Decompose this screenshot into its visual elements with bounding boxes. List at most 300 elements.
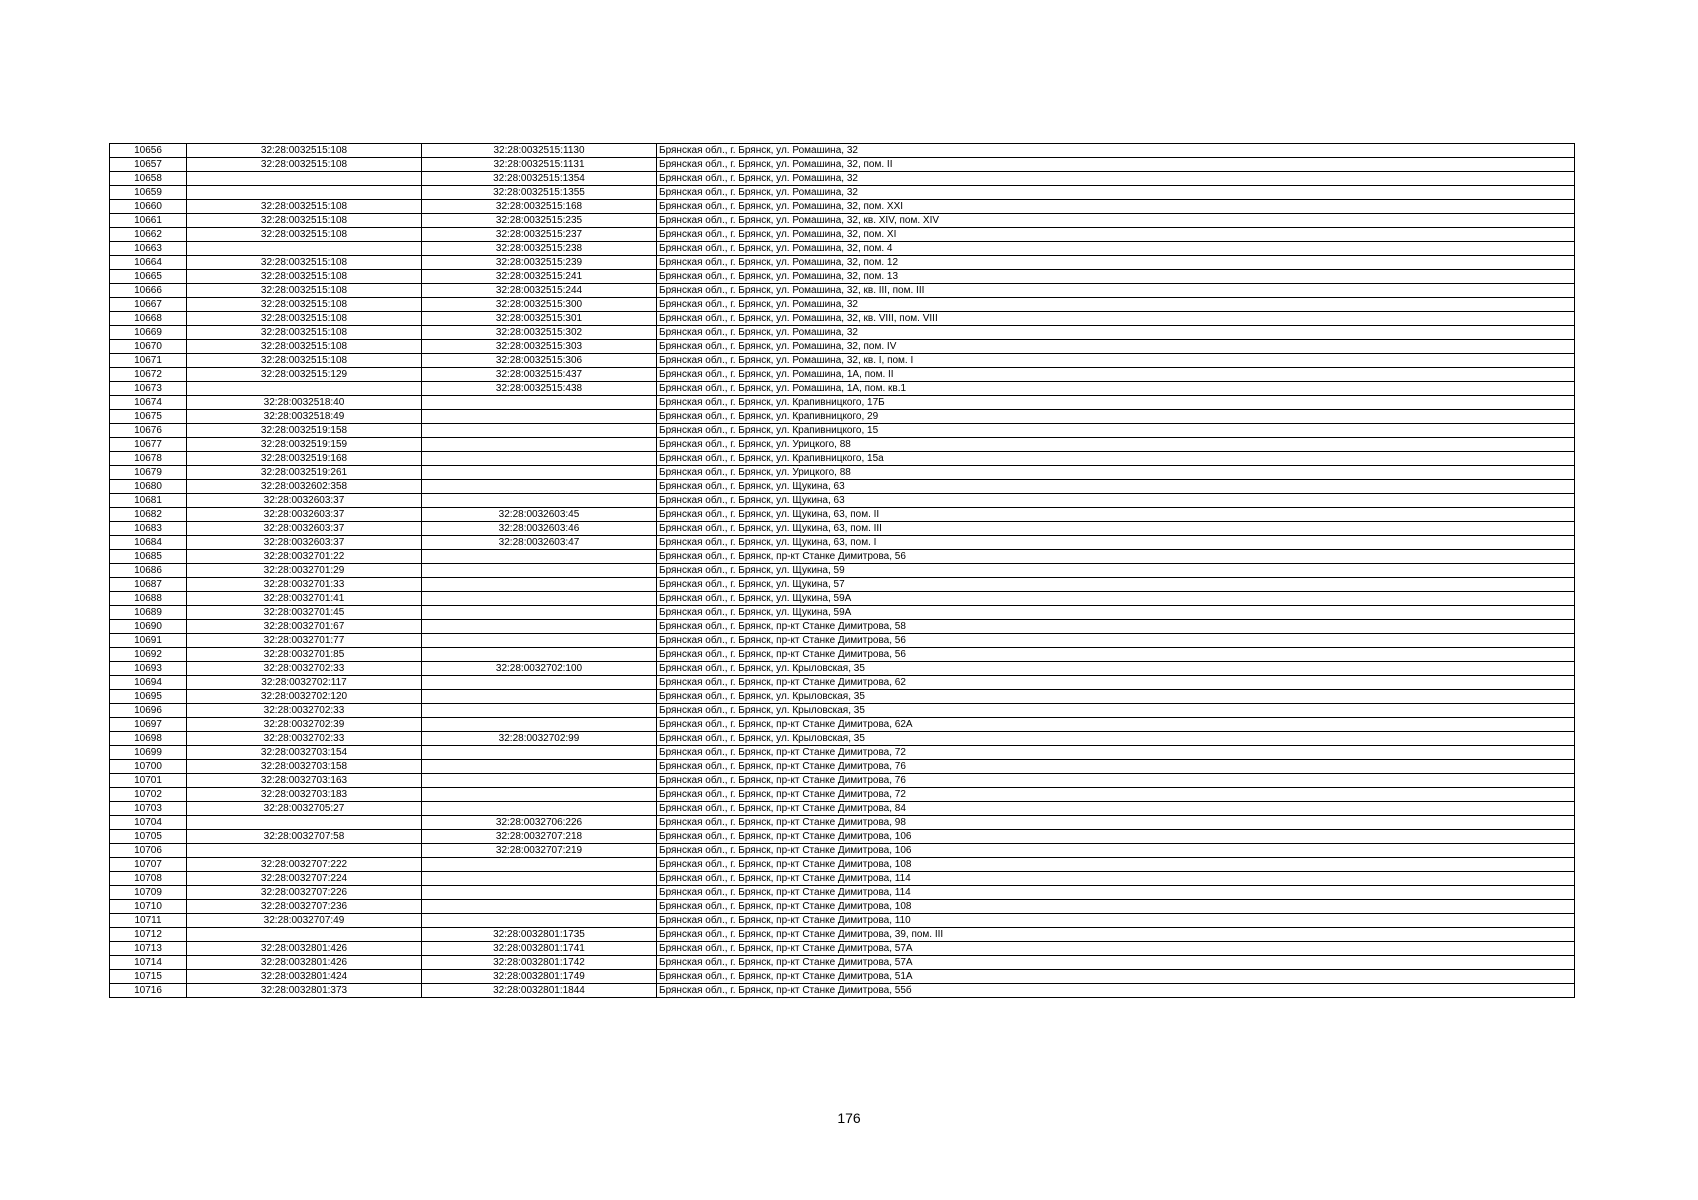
parent-cadastral-cell: 32:28:0032515:108 <box>187 144 422 158</box>
table-row <box>110 816 1575 830</box>
row-number-cell: 10668 <box>110 312 187 326</box>
parent-cadastral-cell: 32:28:0032515:108 <box>187 312 422 326</box>
cadastral-number-cell: 32:28:0032515:300 <box>422 298 657 312</box>
parent-cadastral-cell: 32:28:0032707:58 <box>187 830 422 844</box>
parent-cadastral-cell: 32:28:0032707:226 <box>187 886 422 900</box>
cadastral-number-cell: 32:28:0032603:47 <box>422 536 657 550</box>
row-number-cell: 10702 <box>110 788 187 802</box>
row-number-cell: 10698 <box>110 732 187 746</box>
table-row <box>110 844 1575 858</box>
address-cell: Брянская обл., г. Брянск, ул. Ромашина, 32 <box>657 186 1575 200</box>
address-cell: Брянская обл., г. Брянск, ул. Щукина, 63 <box>657 480 1575 494</box>
address-cell: Брянская обл., г. Брянск, пр-кт Станке Димитрова, 84 <box>657 802 1575 816</box>
table-row <box>110 200 1575 214</box>
parent-cadastral-cell: 32:28:0032705:27 <box>187 802 422 816</box>
cadastral-number-cell: 32:28:0032515:437 <box>422 368 657 382</box>
table-row <box>110 914 1575 928</box>
table-row <box>110 928 1575 942</box>
table-row <box>110 550 1575 564</box>
parent-cadastral-cell: 32:28:0032701:77 <box>187 634 422 648</box>
cadastral-number-cell: 32:28:0032515:1130 <box>422 144 657 158</box>
row-number-cell: 10677 <box>110 438 187 452</box>
parent-cadastral-cell: 32:28:0032707:222 <box>187 858 422 872</box>
cadastral-number-cell: 32:28:0032706:226 <box>422 816 657 830</box>
cadastral-number-cell <box>422 746 657 760</box>
address-cell: Брянская обл., г. Брянск, ул. Крыловская, 35 <box>657 732 1575 746</box>
address-cell: Брянская обл., г. Брянск, ул. Ромашина, 32 <box>657 326 1575 340</box>
table-row <box>110 466 1575 480</box>
parent-cadastral-cell: 32:28:0032707:49 <box>187 914 422 928</box>
table-row <box>110 522 1575 536</box>
row-number-cell: 10690 <box>110 620 187 634</box>
address-cell: Брянская обл., г. Брянск, пр-кт Станке Димитрова, 72 <box>657 746 1575 760</box>
row-number-cell: 10710 <box>110 900 187 914</box>
table-row <box>110 690 1575 704</box>
parent-cadastral-cell: 32:28:0032515:129 <box>187 368 422 382</box>
address-cell: Брянская обл., г. Брянск, пр-кт Станке Димитрова, 56 <box>657 648 1575 662</box>
table-row <box>110 718 1575 732</box>
row-number-cell: 10679 <box>110 466 187 480</box>
cadastral-number-cell <box>422 606 657 620</box>
cadastral-number-cell <box>422 452 657 466</box>
parent-cadastral-cell: 32:28:0032701:41 <box>187 592 422 606</box>
row-number-cell: 10689 <box>110 606 187 620</box>
row-number-cell: 10658 <box>110 172 187 186</box>
address-cell: Брянская обл., г. Брянск, ул. Ромашина, 32 <box>657 144 1575 158</box>
address-cell: Брянская обл., г. Брянск, пр-кт Станке Димитрова, 72 <box>657 788 1575 802</box>
cadastral-number-cell <box>422 494 657 508</box>
address-cell: Брянская обл., г. Брянск, ул. Щукина, 59А <box>657 592 1575 606</box>
parent-cadastral-cell: 32:28:0032702:120 <box>187 690 422 704</box>
cadastral-number-cell: 32:28:0032801:1844 <box>422 984 657 998</box>
table-row <box>110 326 1575 340</box>
cadastral-number-cell <box>422 466 657 480</box>
parent-cadastral-cell: 32:28:0032703:183 <box>187 788 422 802</box>
cadastral-number-cell: 32:28:0032702:99 <box>422 732 657 746</box>
cadastral-number-cell <box>422 802 657 816</box>
address-cell: Брянская обл., г. Брянск, ул. Ромашина, 32, кв. VIII, пом. VIII <box>657 312 1575 326</box>
parent-cadastral-cell: 32:28:0032603:37 <box>187 494 422 508</box>
parent-cadastral-cell: 32:28:0032515:108 <box>187 256 422 270</box>
row-number-cell: 10660 <box>110 200 187 214</box>
address-cell: Брянская обл., г. Брянск, ул. Урицкого, 88 <box>657 466 1575 480</box>
table-row <box>110 242 1575 256</box>
row-number-cell: 10682 <box>110 508 187 522</box>
table-row <box>110 494 1575 508</box>
parent-cadastral-cell: 32:28:0032701:67 <box>187 620 422 634</box>
address-cell: Брянская обл., г. Брянск, ул. Ромашина, 32, кв. III, пом. III <box>657 284 1575 298</box>
cadastral-number-cell: 32:28:0032801:1742 <box>422 956 657 970</box>
row-number-cell: 10666 <box>110 284 187 298</box>
cadastral-number-cell: 32:28:0032515:244 <box>422 284 657 298</box>
cadastral-number-cell: 32:28:0032515:438 <box>422 382 657 396</box>
row-number-cell: 10680 <box>110 480 187 494</box>
cadastral-number-cell: 32:28:0032515:168 <box>422 200 657 214</box>
table-row <box>110 900 1575 914</box>
row-number-cell: 10670 <box>110 340 187 354</box>
row-number-cell: 10685 <box>110 550 187 564</box>
table-row <box>110 676 1575 690</box>
table-row <box>110 774 1575 788</box>
address-cell: Брянская обл., г. Брянск, ул. Ромашина, 32, кв. XIV, пом. XIV <box>657 214 1575 228</box>
row-number-cell: 10712 <box>110 928 187 942</box>
table-row <box>110 746 1575 760</box>
parent-cadastral-cell <box>187 172 422 186</box>
parent-cadastral-cell <box>187 242 422 256</box>
address-cell: Брянская обл., г. Брянск, пр-кт Станке Димитрова, 51А <box>657 970 1575 984</box>
address-cell: Брянская обл., г. Брянск, ул. Ромашина, 32 <box>657 172 1575 186</box>
table-row <box>110 802 1575 816</box>
cadastral-number-cell <box>422 550 657 564</box>
address-cell: Брянская обл., г. Брянск, ул. Ромашина, 32, кв. I, пом. I <box>657 354 1575 368</box>
row-number-cell: 10713 <box>110 942 187 956</box>
table-row <box>110 312 1575 326</box>
table-row <box>110 704 1575 718</box>
cadastral-number-cell <box>422 648 657 662</box>
address-cell: Брянская обл., г. Брянск, ул. Крыловская, 35 <box>657 704 1575 718</box>
page-number: 176 <box>837 1110 861 1126</box>
parent-cadastral-cell: 32:28:0032701:45 <box>187 606 422 620</box>
cadastral-number-cell: 32:28:0032702:100 <box>422 662 657 676</box>
table-row <box>110 368 1575 382</box>
table-row <box>110 452 1575 466</box>
row-number-cell: 10669 <box>110 326 187 340</box>
cadastral-number-cell <box>422 872 657 886</box>
parent-cadastral-cell: 32:28:0032515:108 <box>187 340 422 354</box>
address-cell: Брянская обл., г. Брянск, ул. Ромашина, 32 <box>657 298 1575 312</box>
row-number-cell: 10665 <box>110 270 187 284</box>
table-row <box>110 298 1575 312</box>
row-number-cell: 10704 <box>110 816 187 830</box>
table-row <box>110 382 1575 396</box>
parent-cadastral-cell: 32:28:0032702:39 <box>187 718 422 732</box>
cadastral-number-cell <box>422 676 657 690</box>
row-number-cell: 10691 <box>110 634 187 648</box>
table-row <box>110 214 1575 228</box>
table-row <box>110 284 1575 298</box>
table-row <box>110 592 1575 606</box>
address-cell: Брянская обл., г. Брянск, ул. Щукина, 63 <box>657 494 1575 508</box>
cadastral-number-cell: 32:28:0032707:218 <box>422 830 657 844</box>
address-cell: Брянская обл., г. Брянск, пр-кт Станке Димитрова, 76 <box>657 774 1575 788</box>
cadastral-number-cell <box>422 410 657 424</box>
address-cell: Брянская обл., г. Брянск, ул. Крапивницкого, 15 <box>657 424 1575 438</box>
parent-cadastral-cell: 32:28:0032702:117 <box>187 676 422 690</box>
parent-cadastral-cell: 32:28:0032519:261 <box>187 466 422 480</box>
table-row <box>110 186 1575 200</box>
cadastral-number-cell: 32:28:0032515:303 <box>422 340 657 354</box>
address-cell: Брянская обл., г. Брянск, ул. Ромашина, 1А, пом. кв.1 <box>657 382 1575 396</box>
address-cell: Брянская обл., г. Брянск, ул. Щукина, 59 <box>657 564 1575 578</box>
table-row <box>110 578 1575 592</box>
row-number-cell: 10699 <box>110 746 187 760</box>
parent-cadastral-cell: 32:28:0032801:373 <box>187 984 422 998</box>
table-row <box>110 536 1575 550</box>
table-row <box>110 564 1575 578</box>
address-cell: Брянская обл., г. Брянск, пр-кт Станке Димитрова, 110 <box>657 914 1575 928</box>
address-cell: Брянская обл., г. Брянск, ул. Крапивницкого, 29 <box>657 410 1575 424</box>
row-number-cell: 10674 <box>110 396 187 410</box>
row-number-cell: 10688 <box>110 592 187 606</box>
row-number-cell: 10697 <box>110 718 187 732</box>
address-cell: Брянская обл., г. Брянск, ул. Ромашина, 32, пом. XI <box>657 228 1575 242</box>
cadastral-number-cell: 32:28:0032515:301 <box>422 312 657 326</box>
address-cell: Брянская обл., г. Брянск, пр-кт Станке Димитрова, 106 <box>657 844 1575 858</box>
cadastral-number-cell: 32:28:0032515:1355 <box>422 186 657 200</box>
cadastral-number-cell: 32:28:0032603:45 <box>422 508 657 522</box>
row-number-cell: 10661 <box>110 214 187 228</box>
row-number-cell: 10686 <box>110 564 187 578</box>
parent-cadastral-cell: 32:28:0032515:108 <box>187 214 422 228</box>
cadastral-number-cell: 32:28:0032603:46 <box>422 522 657 536</box>
parent-cadastral-cell: 32:28:0032515:108 <box>187 158 422 172</box>
address-cell: Брянская обл., г. Брянск, пр-кт Станке Димитрова, 106 <box>657 830 1575 844</box>
parent-cadastral-cell <box>187 186 422 200</box>
cadastral-number-cell <box>422 438 657 452</box>
cadastral-number-cell: 32:28:0032515:239 <box>422 256 657 270</box>
cadastral-number-cell <box>422 718 657 732</box>
row-number-cell: 10714 <box>110 956 187 970</box>
cadastral-number-cell <box>422 592 657 606</box>
cadastral-number-cell <box>422 900 657 914</box>
parent-cadastral-cell: 32:28:0032518:49 <box>187 410 422 424</box>
row-number-cell: 10701 <box>110 774 187 788</box>
row-number-cell: 10693 <box>110 662 187 676</box>
cadastral-number-cell <box>422 914 657 928</box>
address-cell: Брянская обл., г. Брянск, пр-кт Станке Димитрова, 62А <box>657 718 1575 732</box>
table-row <box>110 480 1575 494</box>
table-row <box>110 634 1575 648</box>
row-number-cell: 10656 <box>110 144 187 158</box>
row-number-cell: 10687 <box>110 578 187 592</box>
row-number-cell: 10678 <box>110 452 187 466</box>
row-number-cell: 10657 <box>110 158 187 172</box>
cadastral-number-cell: 32:28:0032515:306 <box>422 354 657 368</box>
address-cell: Брянская обл., г. Брянск, ул. Ромашина, 32, пом. XXI <box>657 200 1575 214</box>
table-row <box>110 172 1575 186</box>
parent-cadastral-cell: 32:28:0032702:33 <box>187 732 422 746</box>
cadastral-number-cell: 32:28:0032515:235 <box>422 214 657 228</box>
cadastral-number-cell: 32:28:0032515:237 <box>422 228 657 242</box>
row-number-cell: 10664 <box>110 256 187 270</box>
cadastral-number-cell <box>422 634 657 648</box>
address-cell: Брянская обл., г. Брянск, ул. Ромашина, 1А, пом. II <box>657 368 1575 382</box>
parent-cadastral-cell: 32:28:0032707:224 <box>187 872 422 886</box>
parent-cadastral-cell: 32:28:0032703:154 <box>187 746 422 760</box>
table-row <box>110 970 1575 984</box>
cadastral-number-cell <box>422 578 657 592</box>
address-cell: Брянская обл., г. Брянск, пр-кт Станке Димитрова, 108 <box>657 900 1575 914</box>
cadastral-number-cell: 32:28:0032515:302 <box>422 326 657 340</box>
cadastral-number-cell <box>422 704 657 718</box>
address-cell: Брянская обл., г. Брянск, ул. Ромашина, 32, пом. IV <box>657 340 1575 354</box>
table-row <box>110 438 1575 452</box>
address-cell: Брянская обл., г. Брянск, пр-кт Станке Димитрова, 56 <box>657 634 1575 648</box>
parent-cadastral-cell: 32:28:0032801:424 <box>187 970 422 984</box>
address-cell: Брянская обл., г. Брянск, пр-кт Станке Димитрова, 56 <box>657 550 1575 564</box>
parent-cadastral-cell <box>187 816 422 830</box>
table-row <box>110 410 1575 424</box>
parent-cadastral-cell <box>187 928 422 942</box>
row-number-cell: 10683 <box>110 522 187 536</box>
parent-cadastral-cell: 32:28:0032519:168 <box>187 452 422 466</box>
parent-cadastral-cell: 32:28:0032603:37 <box>187 536 422 550</box>
address-cell: Брянская обл., г. Брянск, пр-кт Станке Димитрова, 39, пом. III <box>657 928 1575 942</box>
row-number-cell: 10696 <box>110 704 187 718</box>
table-row <box>110 942 1575 956</box>
address-cell: Брянская обл., г. Брянск, пр-кт Станке Димитрова, 57А <box>657 942 1575 956</box>
address-cell: Брянская обл., г. Брянск, пр-кт Станке Димитрова, 114 <box>657 872 1575 886</box>
address-cell: Брянская обл., г. Брянск, ул. Щукина, 63, пом. III <box>657 522 1575 536</box>
row-number-cell: 10695 <box>110 690 187 704</box>
row-number-cell: 10673 <box>110 382 187 396</box>
address-cell: Брянская обл., г. Брянск, ул. Ромашина, 32, пом. 4 <box>657 242 1575 256</box>
table-row <box>110 830 1575 844</box>
parent-cadastral-cell: 32:28:0032519:159 <box>187 438 422 452</box>
parent-cadastral-cell: 32:28:0032703:163 <box>187 774 422 788</box>
table-row <box>110 648 1575 662</box>
row-number-cell: 10671 <box>110 354 187 368</box>
table-row <box>110 956 1575 970</box>
address-cell: Брянская обл., г. Брянск, пр-кт Станке Димитрова, 57А <box>657 956 1575 970</box>
cadastral-number-cell: 32:28:0032801:1741 <box>422 942 657 956</box>
table-body <box>110 144 1575 998</box>
row-number-cell: 10684 <box>110 536 187 550</box>
cadastral-number-cell: 32:28:0032707:219 <box>422 844 657 858</box>
table-row <box>110 228 1575 242</box>
address-cell: Брянская обл., г. Брянск, ул. Крапивницкого, 17Б <box>657 396 1575 410</box>
address-cell: Брянская обл., г. Брянск, пр-кт Станке Димитрова, 58 <box>657 620 1575 634</box>
address-cell: Брянская обл., г. Брянск, ул. Крыловская, 35 <box>657 662 1575 676</box>
parent-cadastral-cell <box>187 382 422 396</box>
cadastral-number-cell <box>422 886 657 900</box>
address-cell: Брянская обл., г. Брянск, ул. Ромашина, 32, пом. 13 <box>657 270 1575 284</box>
parent-cadastral-cell: 32:28:0032702:33 <box>187 704 422 718</box>
table-row <box>110 886 1575 900</box>
table-row <box>110 732 1575 746</box>
row-number-cell: 10711 <box>110 914 187 928</box>
cadastral-number-cell <box>422 620 657 634</box>
address-cell: Брянская обл., г. Брянск, ул. Ромашина, 32, пом. II <box>657 158 1575 172</box>
parent-cadastral-cell: 32:28:0032519:158 <box>187 424 422 438</box>
parent-cadastral-cell: 32:28:0032602:358 <box>187 480 422 494</box>
cadastral-number-cell: 32:28:0032515:1354 <box>422 172 657 186</box>
address-cell: Брянская обл., г. Брянск, ул. Щукина, 57 <box>657 578 1575 592</box>
cadastral-number-cell <box>422 690 657 704</box>
parent-cadastral-cell: 32:28:0032603:37 <box>187 522 422 536</box>
parent-cadastral-cell: 32:28:0032515:108 <box>187 284 422 298</box>
address-cell: Брянская обл., г. Брянск, пр-кт Станке Димитрова, 108 <box>657 858 1575 872</box>
table-row <box>110 424 1575 438</box>
parent-cadastral-cell: 32:28:0032701:33 <box>187 578 422 592</box>
address-cell: Брянская обл., г. Брянск, ул. Крыловская, 35 <box>657 690 1575 704</box>
cadastral-number-cell: 32:28:0032801:1735 <box>422 928 657 942</box>
parent-cadastral-cell: 32:28:0032701:22 <box>187 550 422 564</box>
table-row <box>110 872 1575 886</box>
row-number-cell: 10705 <box>110 830 187 844</box>
parent-cadastral-cell: 32:28:0032701:85 <box>187 648 422 662</box>
table-row <box>110 760 1575 774</box>
address-cell: Брянская обл., г. Брянск, ул. Урицкого, 88 <box>657 438 1575 452</box>
row-number-cell: 10667 <box>110 298 187 312</box>
parent-cadastral-cell: 32:28:0032515:108 <box>187 228 422 242</box>
cadastral-number-cell <box>422 396 657 410</box>
cadastral-number-cell <box>422 788 657 802</box>
row-number-cell: 10694 <box>110 676 187 690</box>
table-row <box>110 508 1575 522</box>
parent-cadastral-cell <box>187 844 422 858</box>
row-number-cell: 10692 <box>110 648 187 662</box>
parent-cadastral-cell: 32:28:0032603:37 <box>187 508 422 522</box>
parent-cadastral-cell: 32:28:0032515:108 <box>187 298 422 312</box>
row-number-cell: 10703 <box>110 802 187 816</box>
parent-cadastral-cell: 32:28:0032515:108 <box>187 354 422 368</box>
parent-cadastral-cell: 32:28:0032703:158 <box>187 760 422 774</box>
parent-cadastral-cell: 32:28:0032702:33 <box>187 662 422 676</box>
table-row <box>110 984 1575 998</box>
parent-cadastral-cell: 32:28:0032801:426 <box>187 956 422 970</box>
address-cell: Брянская обл., г. Брянск, ул. Щукина, 63, пом. II <box>657 508 1575 522</box>
row-number-cell: 10706 <box>110 844 187 858</box>
table-row <box>110 662 1575 676</box>
cadastral-number-cell <box>422 774 657 788</box>
table-row <box>110 788 1575 802</box>
address-cell: Брянская обл., г. Брянск, ул. Щукина, 59А <box>657 606 1575 620</box>
row-number-cell: 10663 <box>110 242 187 256</box>
parent-cadastral-cell: 32:28:0032707:236 <box>187 900 422 914</box>
row-number-cell: 10662 <box>110 228 187 242</box>
row-number-cell: 10672 <box>110 368 187 382</box>
row-number-cell: 10659 <box>110 186 187 200</box>
cadastral-number-cell <box>422 564 657 578</box>
parent-cadastral-cell: 32:28:0032801:426 <box>187 942 422 956</box>
table-row <box>110 270 1575 284</box>
table-row <box>110 144 1575 158</box>
address-cell: Брянская обл., г. Брянск, пр-кт Станке Димитрова, 114 <box>657 886 1575 900</box>
cadastral-number-cell: 32:28:0032515:238 <box>422 242 657 256</box>
parent-cadastral-cell: 32:28:0032701:29 <box>187 564 422 578</box>
cadastral-number-cell <box>422 480 657 494</box>
cadastral-table <box>109 143 1575 998</box>
row-number-cell: 10709 <box>110 886 187 900</box>
row-number-cell: 10715 <box>110 970 187 984</box>
table-row <box>110 620 1575 634</box>
parent-cadastral-cell: 32:28:0032515:108 <box>187 326 422 340</box>
row-number-cell: 10700 <box>110 760 187 774</box>
cadastral-number-cell: 32:28:0032515:1131 <box>422 158 657 172</box>
parent-cadastral-cell: 32:28:0032518:40 <box>187 396 422 410</box>
address-cell: Брянская обл., г. Брянск, ул. Ромашина, 32, пом. 12 <box>657 256 1575 270</box>
cadastral-number-cell <box>422 424 657 438</box>
address-cell: Брянская обл., г. Брянск, пр-кт Станке Димитрова, 76 <box>657 760 1575 774</box>
cadastral-number-cell <box>422 760 657 774</box>
cadastral-number-cell: 32:28:0032515:241 <box>422 270 657 284</box>
address-cell: Брянская обл., г. Брянск, пр-кт Станке Димитрова, 55б <box>657 984 1575 998</box>
table-row <box>110 396 1575 410</box>
row-number-cell: 10707 <box>110 858 187 872</box>
address-cell: Брянская обл., г. Брянск, ул. Крапивницкого, 15а <box>657 452 1575 466</box>
table-row <box>110 158 1575 172</box>
table-row <box>110 858 1575 872</box>
row-number-cell: 10675 <box>110 410 187 424</box>
row-number-cell: 10708 <box>110 872 187 886</box>
table-row <box>110 354 1575 368</box>
table-row <box>110 256 1575 270</box>
address-cell: Брянская обл., г. Брянск, пр-кт Станке Димитрова, 62 <box>657 676 1575 690</box>
cadastral-number-cell <box>422 858 657 872</box>
address-cell: Брянская обл., г. Брянск, ул. Щукина, 63, пом. I <box>657 536 1575 550</box>
row-number-cell: 10681 <box>110 494 187 508</box>
